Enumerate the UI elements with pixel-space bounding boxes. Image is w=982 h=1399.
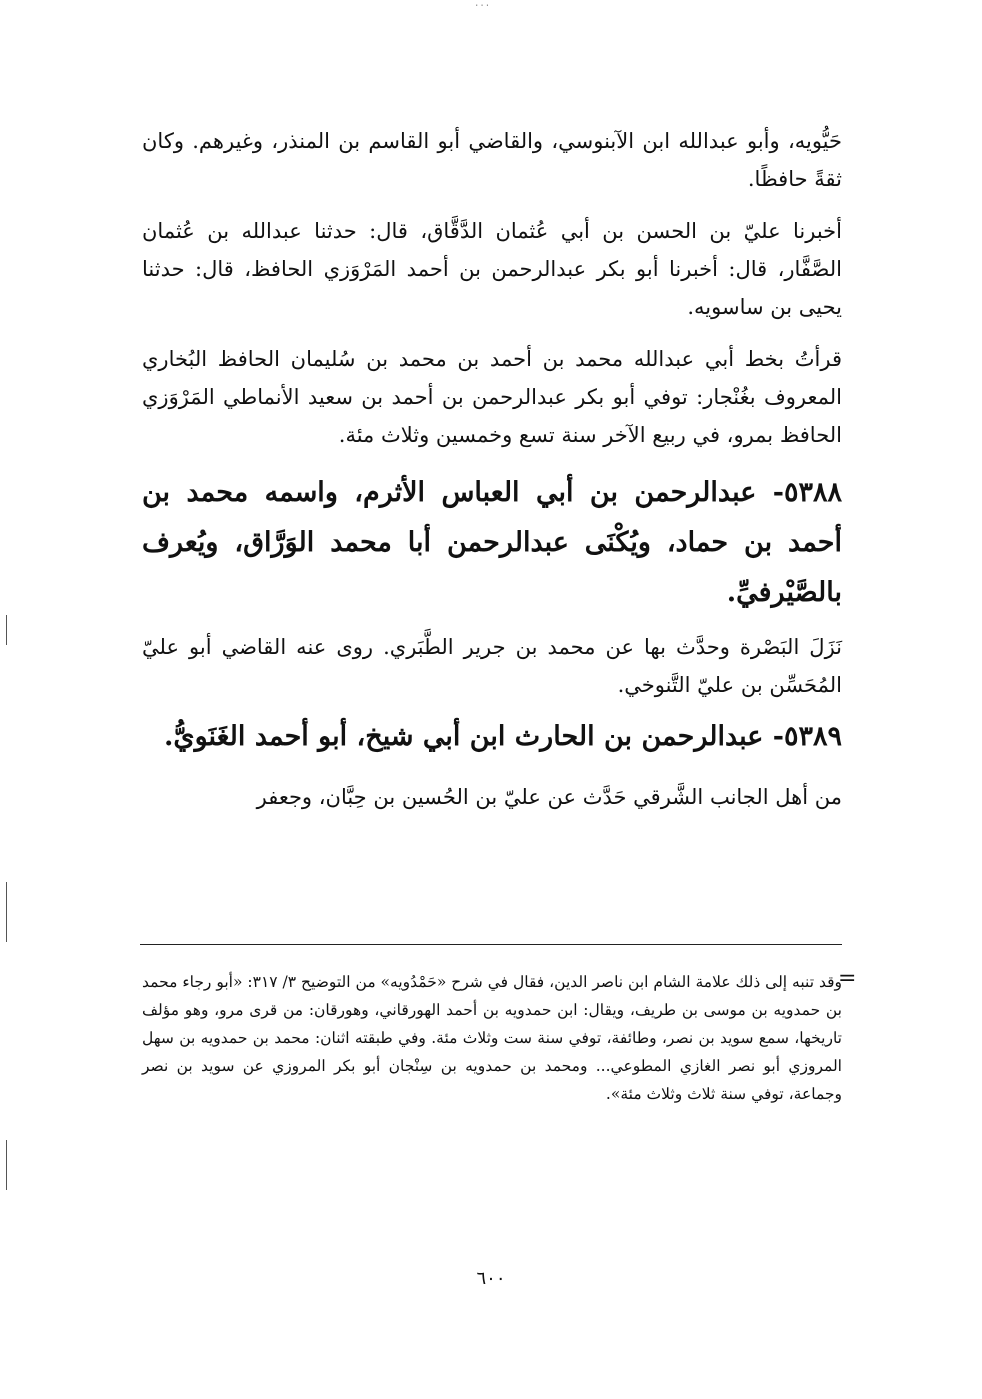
footnote-text: وقد تنبه إلى ذلك علامة الشام ابن ناصر الدين، فقال في شرح «حَمْدُويه» من التوضيح ٣/ ٣١٧: «أبو رجاء محمد بن حمدويه بن موسى بن طريف، ويقال: ابن حمدويه بن أحمد الهورقاني، وهورقان: من قرى مرو، وهو مؤلف تاريخها، سمع سويد بن نصر، وطائفة، توفي سنة ست وثلاث مئة. وفي طبقته اثنان: محمد بن حمدويه بن سهل المروزي أبو نصر الغازي المطوعي... ومحمد بن حمدويه بن سِنْجان أبو بكر المروزي عن سويد بن نصر وجماعة، توفي سنة ثلاث وثلاث مئة».	[142, 973, 842, 1103]
entry-heading-5389: ٥٣٨٩- عبدالرحمن بن الحارث ابن أبي شيخ، أبو أحمد الغَنَويُّ.	[164, 721, 842, 752]
entry-body-5389: من أهل الجانب الشَّرقي حَدَّث عن عليّ بن الحُسين بن حِبَّان، وجعفر	[256, 785, 842, 809]
page-number: ٦٠٠	[476, 1268, 506, 1289]
entry-body-5388: نَزَلَ البَصْرة وحدَّث بها عن محمد بن جرير الطَّبَري. روى عنه القاضي أبو عليّ المُحَسِّن بن عليّ التَّنوخي.	[142, 635, 842, 697]
scan-edge-line	[6, 1140, 7, 1190]
top-page-mark: ٠٠٠	[474, 0, 491, 11]
paragraph: أخبرنا عليّ بن الحسن بن أبي عُثمان الدَّقَّاق، قال: حدثنا عبدالله بن عُثمان الصَّفَّار، قال: أخبرنا أبو بكر عبدالرحمن بن أحمد المَرْوَزي الحافظ، قال: حدثنا يحيى بن ساسويه.	[142, 219, 842, 319]
scan-edge-line	[6, 882, 7, 942]
footnote-continuation-marker: =	[838, 966, 857, 991]
paragraph: قرأتُ بخط أبي عبدالله محمد بن أحمد بن محمد بن سُليمان الحافظ البُخاري المعروف بغُنْجار: توفي أبو بكر عبدالرحمن بن أحمد بن سعيد الأنماطي المَرْوَزي الحافظ بمرو، في ربيع الآخر سنة تسع وخمسين وثلاث مئة.	[142, 347, 842, 447]
scan-edge-line	[6, 615, 7, 645]
main-text-column	[142, 122, 842, 816]
paragraph: حَيُّويه، وأبو عبدالله ابن الآبنوسي، والقاضي أبو القاسم بن المنذر، وغيرهم. وكان ثقةً حافظًا.	[142, 129, 842, 191]
footnote-separator	[140, 944, 842, 945]
entry-heading-5388: ٥٣٨٨- عبدالرحمن بن أبي العباس الأثرم، واسمه محمد بن أحمد بن حماد، ويُكْنَى عبدالرحمن أبا محمد الوَرَّاق، ويُعرف بالصَّيْرفيِّ.	[142, 477, 842, 608]
